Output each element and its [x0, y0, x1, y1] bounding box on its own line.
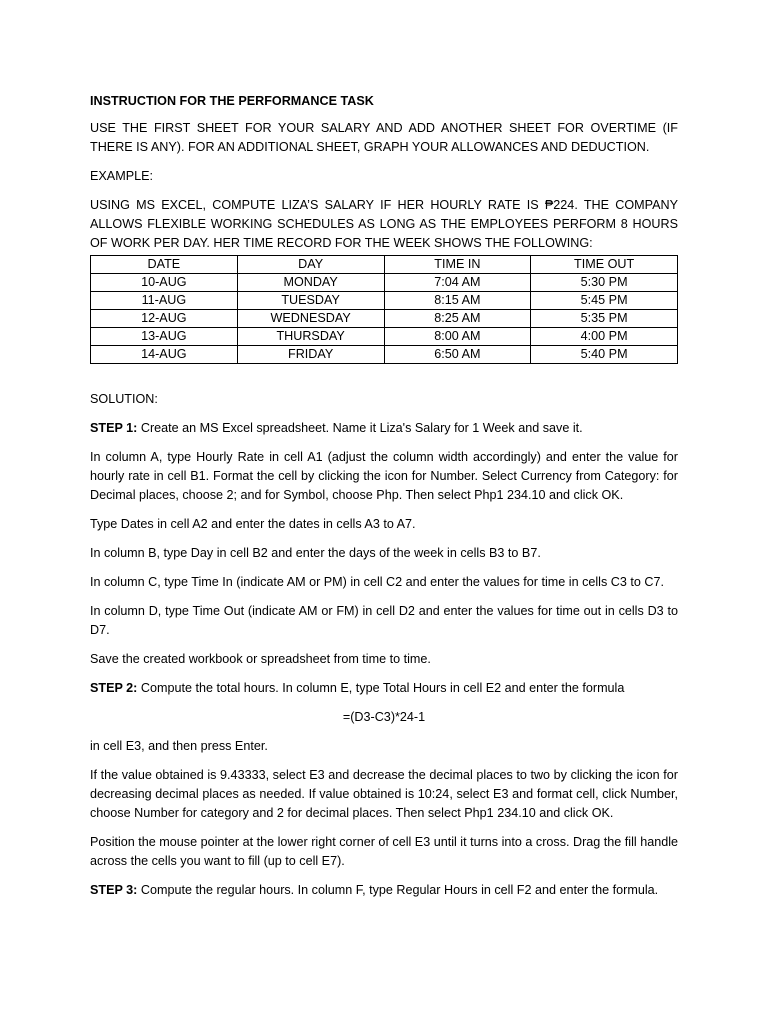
step-3-label: STEP 3:: [90, 883, 138, 897]
column-b-paragraph: In column B, type Day in cell B2 and enter the days of the week in cells B3 to B7.: [90, 546, 541, 560]
header-time-out: TIME OUT: [531, 256, 678, 274]
column-d-paragraph: In column D, type Time Out (indicate AM or FM) in cell D2 and enter the values for time out in cells D3 to D7.: [90, 604, 678, 637]
header-time-in: TIME IN: [384, 256, 531, 274]
dates-paragraph: Type Dates in cell A2 and enter the dates in cells A3 to A7.: [90, 517, 416, 531]
decimal-places-paragraph: If the value obtained is 9.43333, select E3 and decrease the decimal places to two by clicking the icon for decreasing decimal places as needed. If value obtained is 10:24, select E3 and format cell, click Number, choose Number for category and 2 for decimal places. Then select Php1 234.10 and click OK.: [90, 768, 678, 820]
cell-time-in: 8:25 AM: [384, 310, 531, 328]
time-record-table: [90, 255, 678, 364]
solution-label: SOLUTION:: [90, 392, 158, 406]
step-1-paragraph: [90, 419, 678, 438]
example-label: EXAMPLE:: [90, 169, 153, 183]
table-row: [91, 310, 678, 328]
table-row: [91, 346, 678, 364]
step-2-paragraph: [90, 679, 678, 698]
fill-handle-paragraph: Position the mouse pointer at the lower right corner of cell E3 until it turns into a cross. Drag the fill handle across the cells you want to fill (up to cell E7).: [90, 835, 679, 868]
cell-day: WEDNESDAY: [237, 310, 384, 328]
intro-paragraph: USE THE FIRST SHEET FOR YOUR SALARY AND ADD ANOTHER SHEET FOR OVERTIME (IF THERE IS ANY). FOR AN ADDITIONAL SHEET, GRAPH YOUR ALLOWANCES AND DEDUCTION.: [90, 121, 678, 154]
press-enter-paragraph: in cell E3, and then press Enter.: [90, 739, 268, 753]
cell-day: THURSDAY: [237, 328, 384, 346]
cell-date: 12-AUG: [91, 310, 238, 328]
example-paragraph: USING MS EXCEL, COMPUTE LIZA’S SALARY IF HER HOURLY RATE IS ₱224. THE COMPANY ALLOWS FLEXIBLE WORKING SCHEDULES AS LONG AS THE EMPLOYEES PERFORM 8 HOURS OF WORK PER DAY. HER TIME RECORD FOR THE WEEK SHOWS THE FOLLOWING:: [90, 198, 678, 250]
cell-time-in: 8:15 AM: [384, 292, 531, 310]
step-1-text: Create an MS Excel spreadsheet. Name it Liza's Salary for 1 Week and save it.: [137, 421, 583, 435]
column-c-paragraph: In column C, type Time In (indicate AM or PM) in cell C2 and enter the values for time in cells C3 to C7.: [90, 575, 664, 589]
cell-date: 13-AUG: [91, 328, 238, 346]
step-2-text: Compute the total hours. In column E, type Total Hours in cell E2 and enter the formula: [137, 681, 625, 695]
cell-time-out: 5:40 PM: [531, 346, 678, 364]
cell-day: MONDAY: [237, 274, 384, 292]
cell-time-out: 5:45 PM: [531, 292, 678, 310]
cell-time-in: 7:04 AM: [384, 274, 531, 292]
cell-date: 11-AUG: [91, 292, 238, 310]
cell-day: TUESDAY: [237, 292, 384, 310]
table-row: [91, 274, 678, 292]
table-header-row: [91, 256, 678, 274]
step-3-text: Compute the regular hours. In column F, type Regular Hours in cell F2 and enter the formula.: [137, 883, 659, 897]
cell-time-in: 8:00 AM: [384, 328, 531, 346]
table-row: [91, 292, 678, 310]
step-3-paragraph: [90, 881, 678, 900]
formula-text: =(D3-C3)*24-1: [342, 710, 426, 724]
cell-time-in: 6:50 AM: [384, 346, 531, 364]
table-row: [91, 328, 678, 346]
header-day: DAY: [237, 256, 384, 274]
step-2-label: STEP 2:: [90, 681, 138, 695]
save-paragraph: Save the created workbook or spreadsheet from time to time.: [90, 652, 431, 666]
cell-time-out: 4:00 PM: [531, 328, 678, 346]
cell-day: FRIDAY: [237, 346, 384, 364]
cell-time-out: 5:35 PM: [531, 310, 678, 328]
header-date: DATE: [91, 256, 238, 274]
cell-date: 10-AUG: [91, 274, 238, 292]
document-page: [90, 92, 678, 910]
column-a-paragraph: In column A, type Hourly Rate in cell A1 (adjust the column width accordingly) and enter the value for hourly rate in cell B1. Format the cell by clicking the icon for Number. Select Currency from Category: for Decimal places, choose 2; and for Symbol, choose Php. Then select Php1 234.10 and click OK.: [90, 450, 678, 502]
step-1-label: STEP 1:: [90, 421, 138, 435]
cell-date: 14-AUG: [91, 346, 238, 364]
cell-time-out: 5:30 PM: [531, 274, 678, 292]
page-title: INSTRUCTION FOR THE PERFORMANCE TASK: [90, 94, 374, 108]
